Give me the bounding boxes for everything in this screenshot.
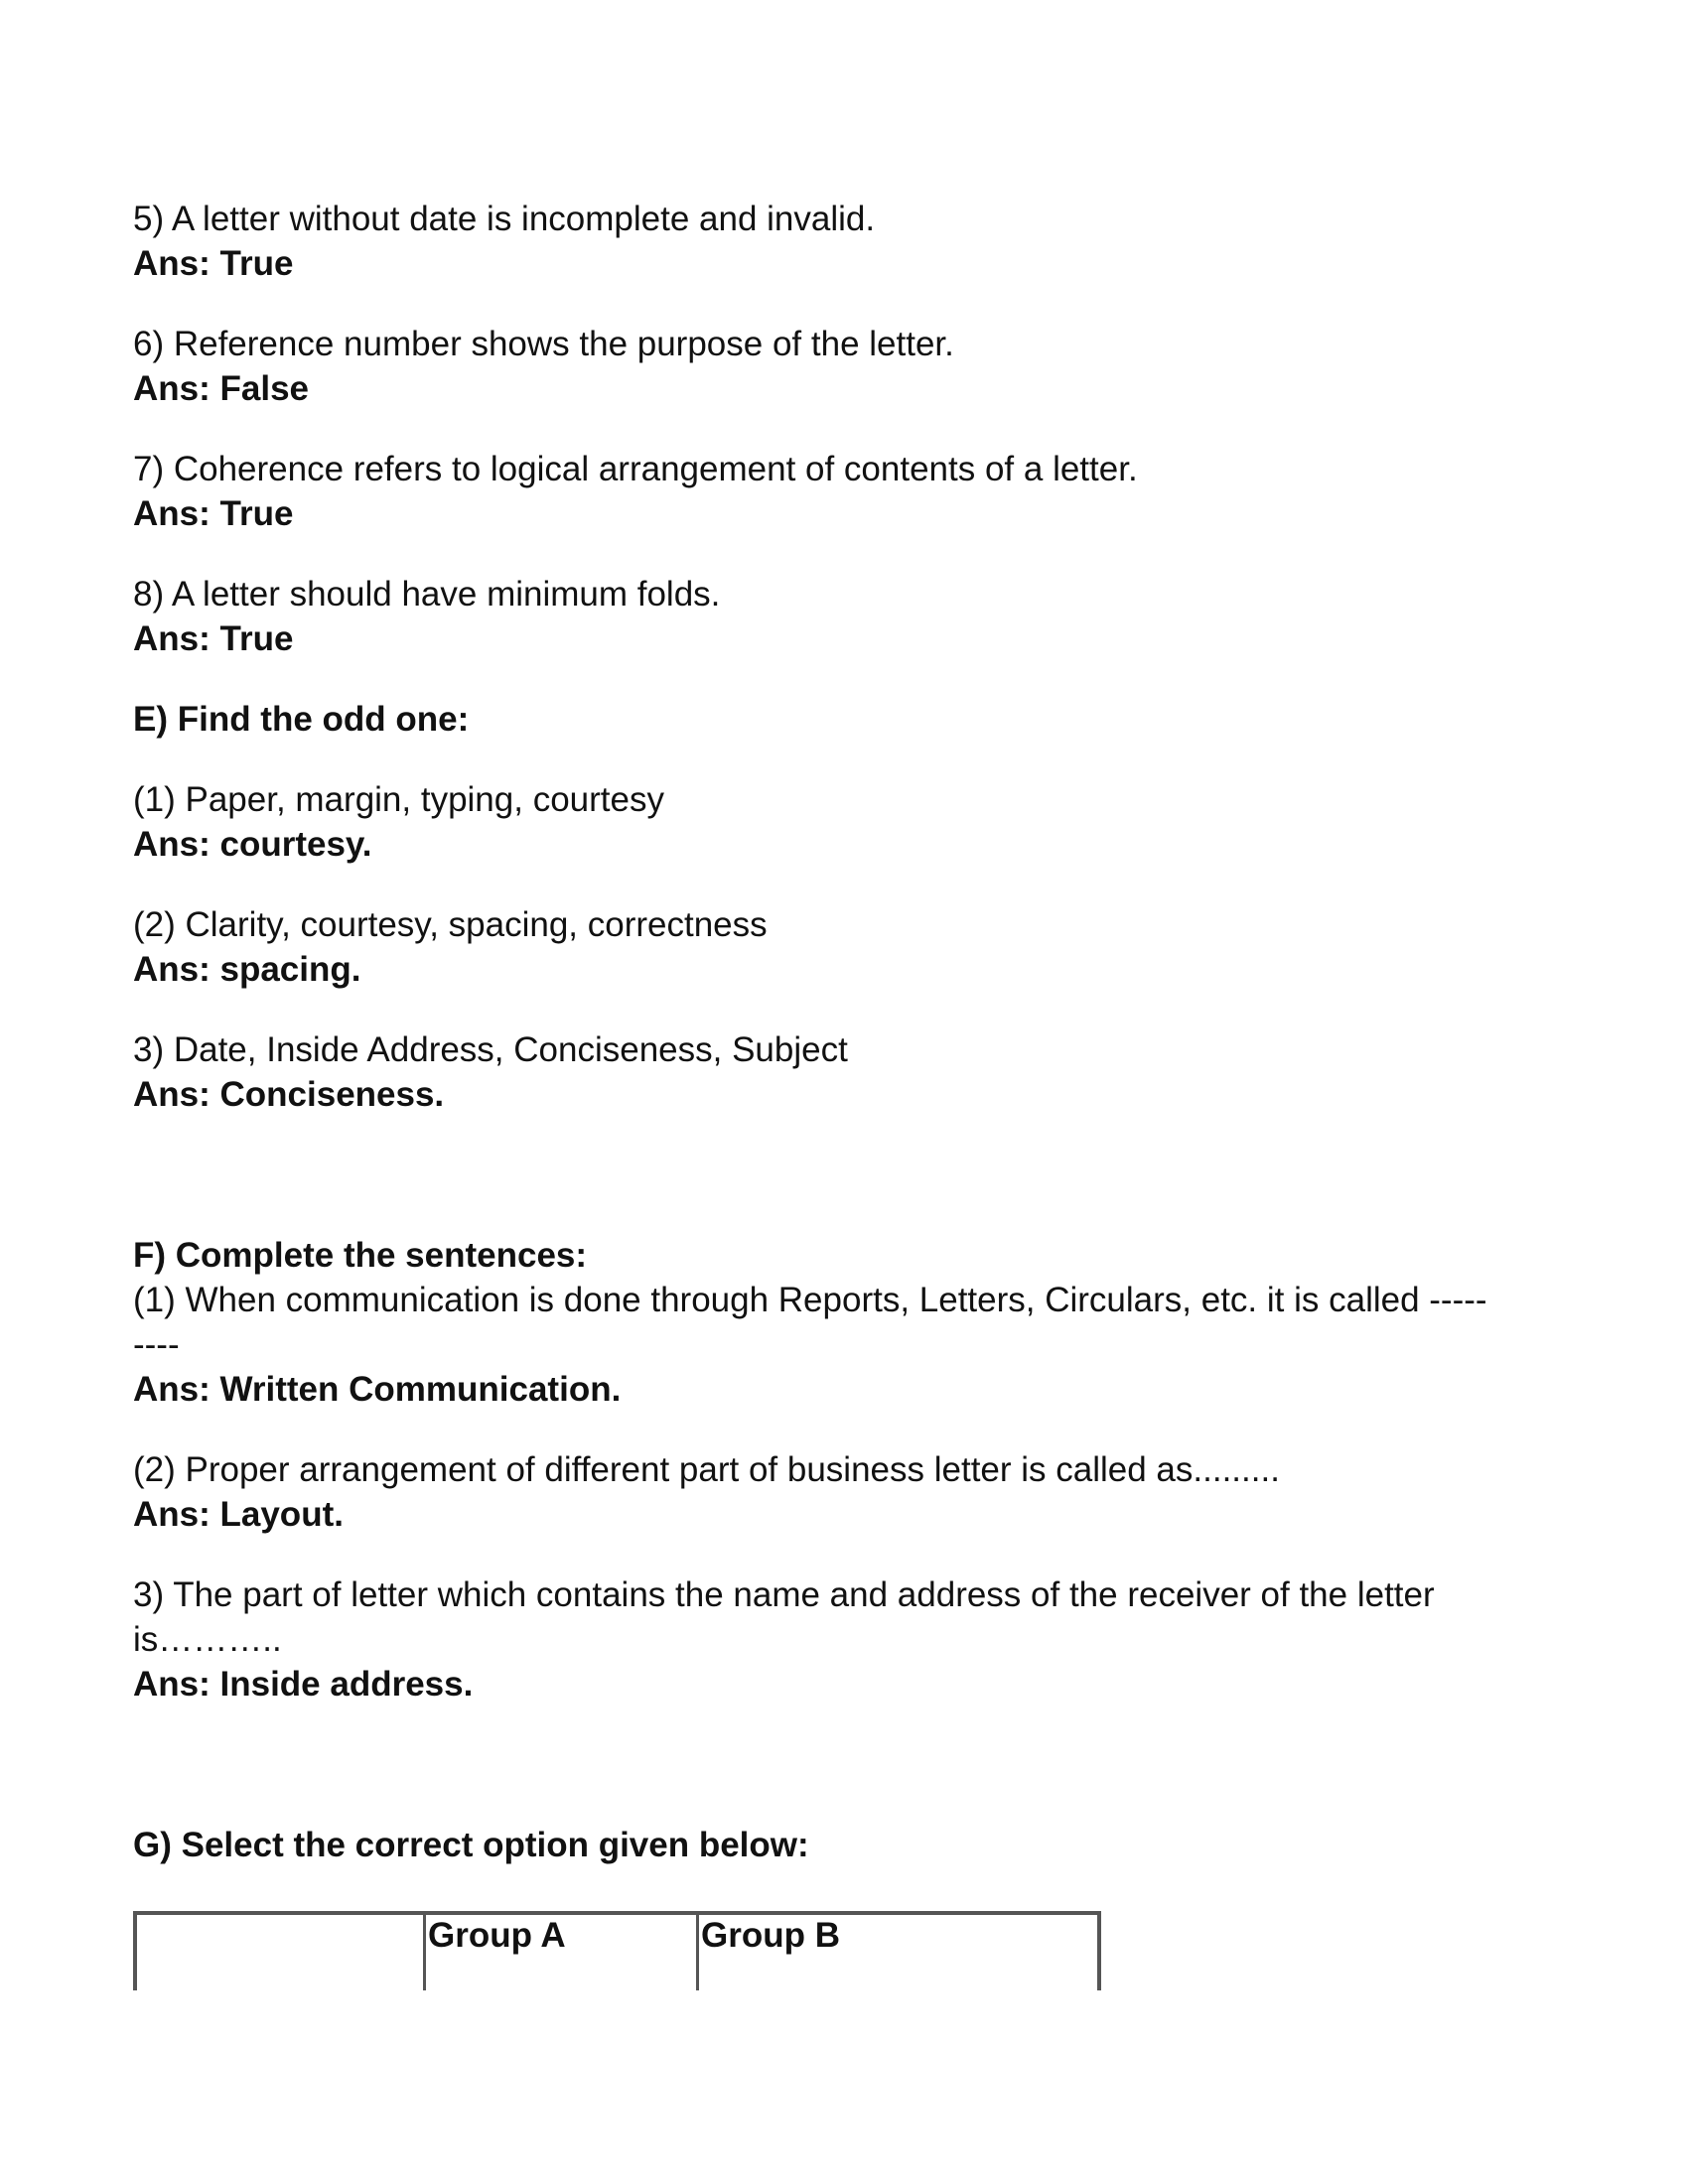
answer-text: Ans: Conciseness. (133, 1075, 445, 1114)
answer-text: Ans: Inside address. (133, 1665, 474, 1704)
question-text: 5) A letter without date is incomplete and invalid. (133, 200, 876, 238)
answer-text: Ans: False (133, 369, 309, 408)
odd-one-1 (133, 777, 1563, 867)
spacer (133, 1117, 1563, 1233)
question-text: (2) Proper arrangement of different part of business letter is called as......... (133, 1450, 1280, 1489)
complete-2 (133, 1447, 1563, 1537)
answer-text: Ans: True (133, 494, 294, 533)
table-header-row (135, 1913, 1099, 1990)
question-7 (133, 447, 1563, 536)
question-text: 7) Coherence refers to logical arrangement of contents of a letter. (133, 450, 1138, 488)
answer-text: Ans: Written Communication. (133, 1370, 622, 1409)
question-5 (133, 197, 1563, 286)
answer-text: Ans: True (133, 244, 294, 283)
section-g-heading: G) Select the correct option given below: (133, 1826, 809, 1864)
document-page (133, 197, 1563, 1867)
question-text: 8) A letter should have minimum folds. (133, 575, 721, 614)
question-text: 6) Reference number shows the purpose of the letter. (133, 325, 954, 363)
question-text: 3) The part of letter which contains the name and address of the receiver of the letter (133, 1575, 1435, 1614)
table-header-group-b: Group B (698, 1913, 1100, 1990)
match-table-wrap (133, 1911, 1101, 1985)
section-e-heading-block (133, 697, 1563, 742)
question-6 (133, 322, 1563, 411)
odd-one-2 (133, 902, 1563, 992)
table-header-group-a: Group A (425, 1913, 698, 1990)
question-text: (1) When communication is done through Reports, Letters, Circulars, etc. it is called ----- (133, 1281, 1487, 1319)
odd-one-3 (133, 1027, 1563, 1117)
question-text-continued: is……….. (133, 1620, 282, 1659)
question-text: (1) Paper, margin, typing, courtesy (133, 780, 664, 819)
answer-text: Ans: spacing. (133, 950, 361, 989)
spacer (133, 1706, 1563, 1823)
answer-text: Ans: Layout. (133, 1495, 344, 1534)
section-e-heading: E) Find the odd one: (133, 700, 470, 739)
complete-3 (133, 1572, 1563, 1706)
match-table (133, 1911, 1101, 1990)
question-text-continued: ---- (133, 1325, 180, 1364)
question-text: (2) Clarity, courtesy, spacing, correctness (133, 905, 768, 944)
question-8 (133, 572, 1563, 661)
complete-1 (133, 1278, 1563, 1412)
answer-text: Ans: courtesy. (133, 825, 372, 864)
question-text: 3) Date, Inside Address, Conciseness, Subject (133, 1030, 848, 1069)
section-f-heading: F) Complete the sentences: (133, 1236, 588, 1275)
table-header-blank (135, 1913, 425, 1990)
answer-text: Ans: True (133, 619, 294, 658)
